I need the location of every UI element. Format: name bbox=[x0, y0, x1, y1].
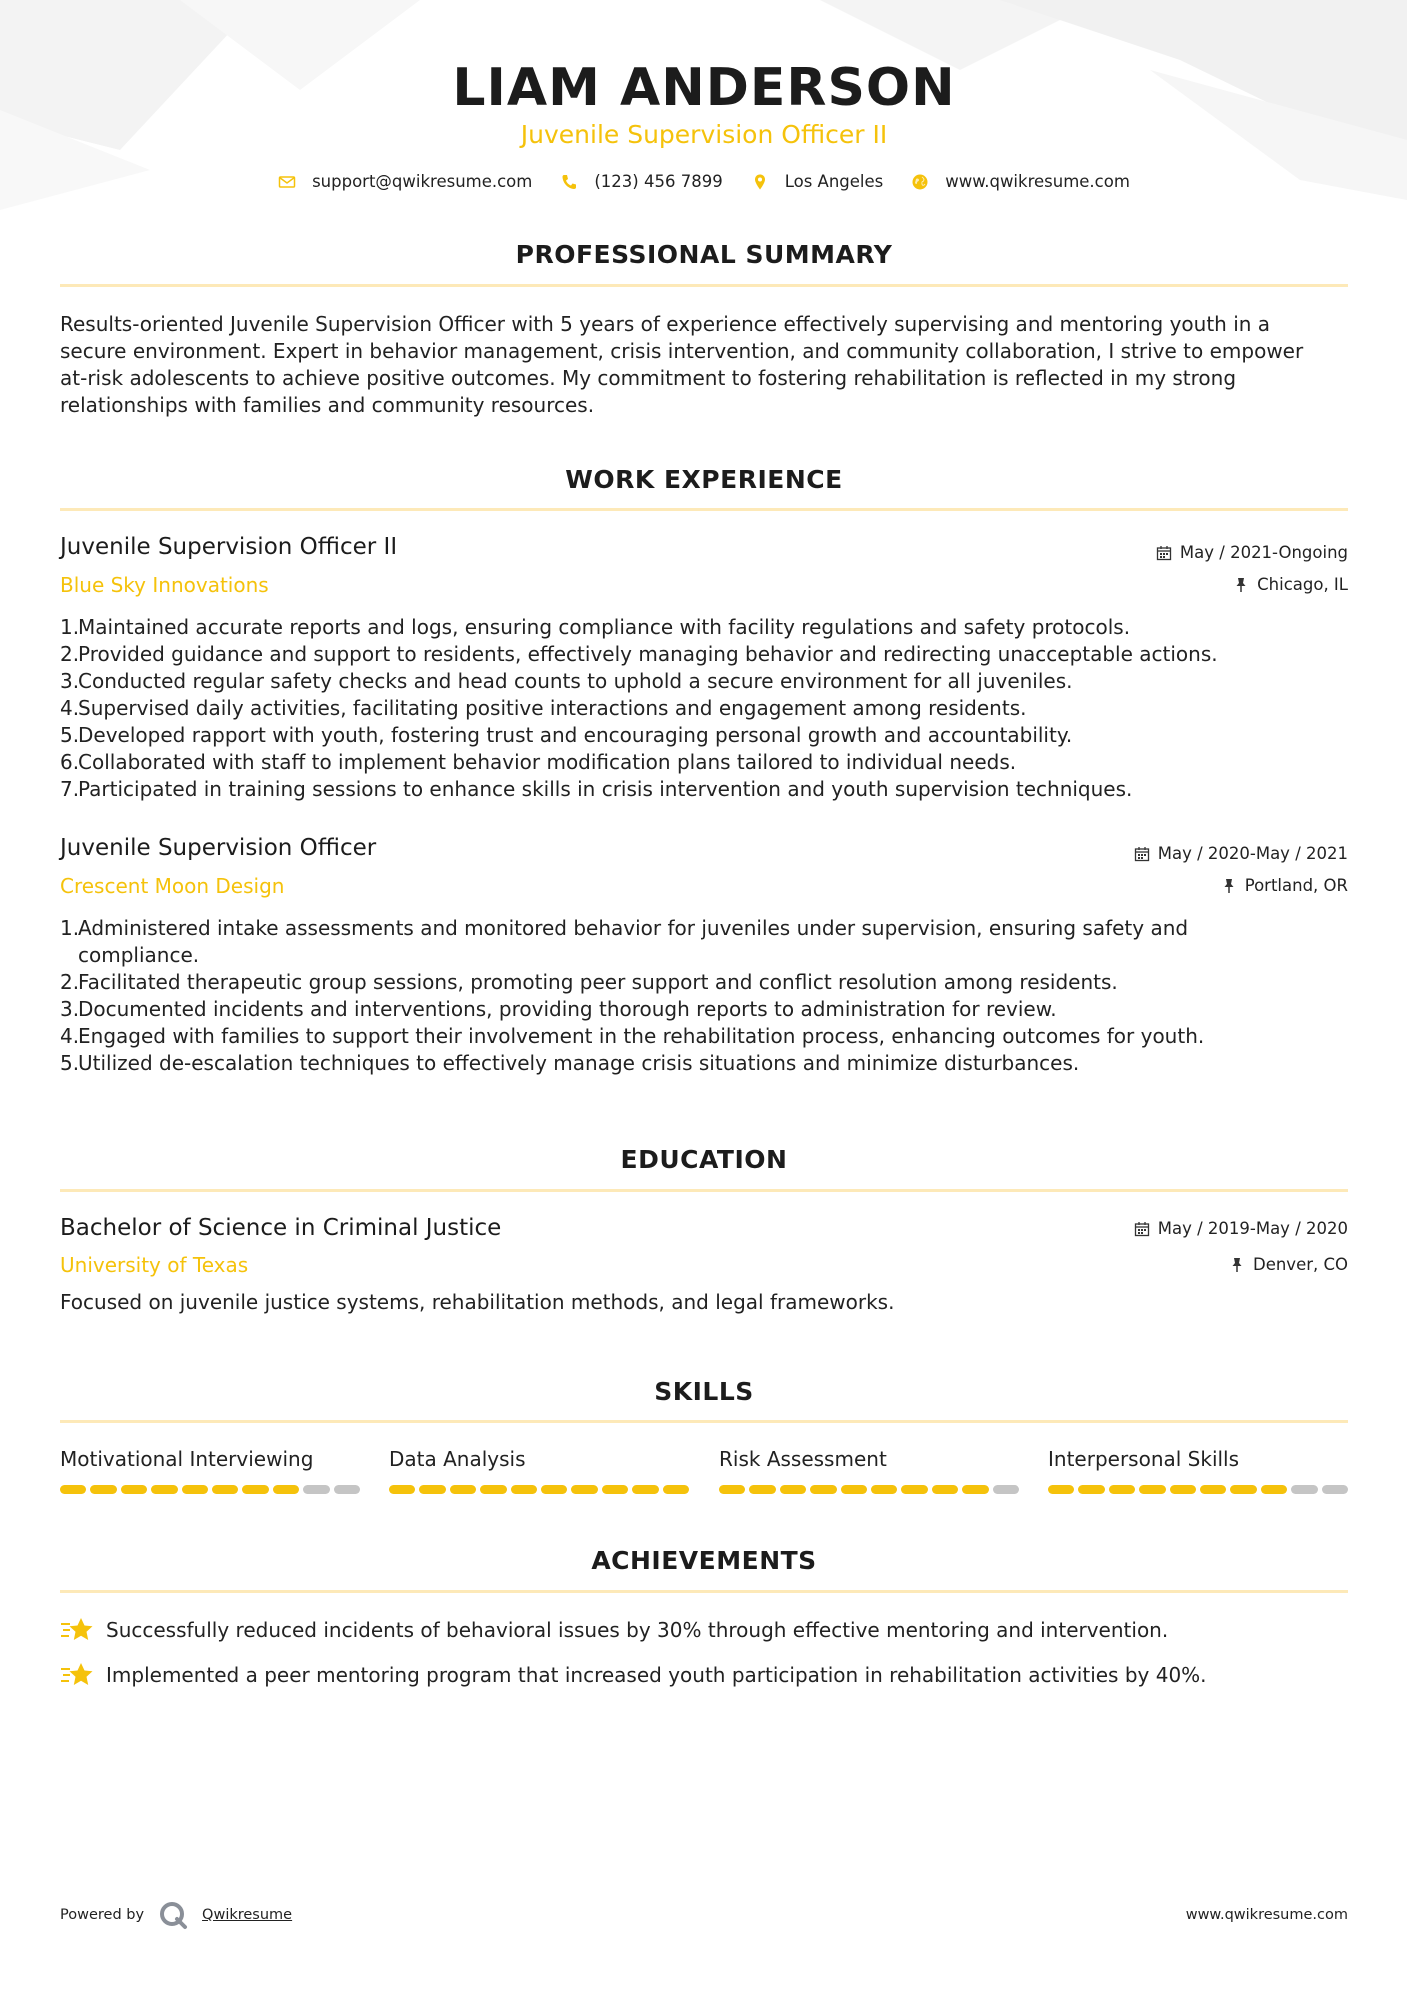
education-divider bbox=[60, 1189, 1348, 1192]
skill-item bbox=[719, 1447, 1019, 1494]
skill-item bbox=[60, 1447, 360, 1494]
list-item: 3. Conducted regular safety checks and head counts to uphold a secure environment for all juveniles. bbox=[60, 669, 1073, 693]
skill-level-segment bbox=[1109, 1485, 1135, 1494]
skill-level-segment bbox=[932, 1485, 958, 1494]
skill-level-segment bbox=[303, 1485, 329, 1494]
job-date-text: May / 2020-May / 2021 bbox=[1157, 844, 1348, 863]
star-icon bbox=[60, 1615, 94, 1645]
job-title: Juvenile Supervision Officer bbox=[60, 835, 377, 861]
skill-item bbox=[1048, 1447, 1348, 1494]
summary-line: at-risk adolescents to achieve positive outcomes. My commitment to fostering rehabilitation is reflected in my strong bbox=[60, 366, 1237, 390]
calendar-icon bbox=[1134, 846, 1150, 862]
skill-level-segment bbox=[632, 1485, 658, 1494]
skill-level-segment bbox=[1170, 1485, 1196, 1494]
skill-level-segment bbox=[1230, 1485, 1256, 1494]
summary-line: secure environment. Expert in behavior management, crisis intervention, and community collaboration, I strive to empower bbox=[60, 339, 1304, 363]
degree-title: Bachelor of Science in Criminal Justice bbox=[60, 1215, 502, 1241]
skill-level-segment bbox=[450, 1485, 476, 1494]
skill-level-segment bbox=[749, 1485, 775, 1494]
achievements-divider bbox=[60, 1590, 1348, 1593]
phone-icon bbox=[560, 173, 578, 191]
contact-website[interactable] bbox=[911, 172, 1130, 191]
list-item: 1. Maintained accurate reports and logs, ensuring compliance with facility regulations and safety protocols. bbox=[60, 615, 1131, 639]
skill-level-segment bbox=[1139, 1485, 1165, 1494]
pushpin-icon bbox=[1229, 1257, 1245, 1273]
company-name: Crescent Moon Design bbox=[60, 874, 285, 898]
experience-divider bbox=[60, 508, 1348, 511]
contact-email[interactable] bbox=[278, 172, 532, 191]
list-item: 4. Supervised daily activities, facilitating positive interactions and engagement among residents. bbox=[60, 696, 1027, 720]
contact-phone-text: (123) 456 7899 bbox=[594, 172, 723, 191]
achievement-item bbox=[60, 1660, 1207, 1690]
contact-email-text: support@qwikresume.com bbox=[312, 172, 533, 191]
skill-level-segment bbox=[962, 1485, 988, 1494]
candidate-title: Juvenile Supervision Officer II bbox=[520, 120, 888, 149]
skill-level-segment bbox=[1322, 1485, 1348, 1494]
skill-name: Interpersonal Skills bbox=[1048, 1447, 1240, 1471]
qwikresume-logo-icon bbox=[158, 1900, 188, 1930]
job-title: Juvenile Supervision Officer II bbox=[60, 534, 398, 560]
skills-heading: SKILLS bbox=[654, 1377, 754, 1406]
achievement-text: Implemented a peer mentoring program that increased youth participation in rehabilitation activities by 40%. bbox=[106, 1663, 1207, 1687]
company-name: Blue Sky Innovations bbox=[60, 573, 269, 597]
education-heading: EDUCATION bbox=[620, 1145, 788, 1174]
job-bullets bbox=[60, 915, 1310, 1077]
skill-level-segment bbox=[511, 1485, 537, 1494]
skill-level-bar bbox=[389, 1485, 689, 1494]
list-item: 4. Engaged with families to support their involvement in the rehabilitation process, enhancing outcomes for youth. bbox=[60, 1024, 1205, 1048]
footer-powered-by bbox=[60, 1900, 292, 1930]
skill-level-segment bbox=[60, 1485, 86, 1494]
globe-icon bbox=[911, 173, 929, 191]
summary-divider bbox=[60, 284, 1348, 287]
skill-level-segment bbox=[419, 1485, 445, 1494]
list-item: 5. Developed rapport with youth, fostering trust and encouraging personal growth and accountability. bbox=[60, 723, 1073, 747]
star-icon bbox=[60, 1660, 94, 1690]
skill-level-segment bbox=[480, 1485, 506, 1494]
education-description: Focused on juvenile justice systems, rehabilitation methods, and legal frameworks. bbox=[60, 1290, 895, 1314]
skill-level-segment bbox=[121, 1485, 147, 1494]
skill-name: Data Analysis bbox=[389, 1447, 526, 1471]
skill-level-segment bbox=[1291, 1485, 1317, 1494]
contact-bar bbox=[60, 172, 1348, 191]
skill-level-segment bbox=[334, 1485, 360, 1494]
education-date bbox=[1134, 1219, 1348, 1238]
skill-level-segment bbox=[602, 1485, 628, 1494]
skill-level-bar bbox=[60, 1485, 360, 1494]
calendar-icon bbox=[1156, 545, 1172, 561]
skill-level-segment bbox=[389, 1485, 415, 1494]
calendar-icon bbox=[1134, 1221, 1150, 1237]
skill-level-segment bbox=[871, 1485, 897, 1494]
experience-heading: WORK EXPERIENCE bbox=[565, 465, 843, 494]
skill-level-segment bbox=[780, 1485, 806, 1494]
resume-page bbox=[60, 0, 1348, 1990]
brand-link[interactable]: Qwikresume bbox=[202, 1907, 293, 1923]
skill-name: Motivational Interviewing bbox=[60, 1447, 314, 1471]
skill-level-segment bbox=[1261, 1485, 1287, 1494]
job-bullets bbox=[60, 614, 1310, 803]
job-location-text: Portland, OR bbox=[1244, 876, 1348, 895]
skill-level-segment bbox=[541, 1485, 567, 1494]
candidate-name: LIAM ANDERSON bbox=[452, 58, 956, 118]
skill-level-segment bbox=[901, 1485, 927, 1494]
skill-level-segment bbox=[663, 1485, 689, 1494]
map-pin-icon bbox=[751, 173, 769, 191]
skill-level-segment bbox=[273, 1485, 299, 1494]
skill-level-segment bbox=[182, 1485, 208, 1494]
skill-level-segment bbox=[242, 1485, 268, 1494]
skill-name: Risk Assessment bbox=[719, 1447, 887, 1471]
contact-location-text: Los Angeles bbox=[784, 172, 884, 191]
pushpin-icon bbox=[1233, 577, 1249, 593]
skill-level-segment bbox=[90, 1485, 116, 1494]
job-location bbox=[1221, 876, 1348, 895]
summary-line: relationships with families and community resources. bbox=[60, 393, 595, 417]
list-item: 7. Participated in training sessions to enhance skills in crisis intervention and youth supervision techniques. bbox=[60, 777, 1133, 801]
skill-level-segment bbox=[212, 1485, 238, 1494]
skill-level-segment bbox=[151, 1485, 177, 1494]
school-name: University of Texas bbox=[60, 1253, 249, 1277]
achievement-text: Successfully reduced incidents of behavioral issues by 30% through effective mentoring and intervention. bbox=[106, 1618, 1169, 1642]
job-date bbox=[1156, 543, 1348, 562]
skill-level-segment bbox=[719, 1485, 745, 1494]
contact-website-text: www.qwikresume.com bbox=[945, 172, 1130, 191]
skill-level-segment bbox=[1048, 1485, 1074, 1494]
list-item: 6. Collaborated with staff to implement behavior modification plans tailored to individual needs. bbox=[60, 750, 1017, 774]
skill-level-segment bbox=[993, 1485, 1019, 1494]
skill-level-bar bbox=[1048, 1485, 1348, 1494]
list-item: 2. Facilitated therapeutic group sessions, promoting peer support and conflict resolution among residents. bbox=[60, 970, 1118, 994]
job-date bbox=[1134, 844, 1348, 863]
contact-location bbox=[751, 172, 884, 191]
summary-line: Results-oriented Juvenile Supervision Officer with 5 years of experience effectively supervising and mentoring youth in a bbox=[60, 312, 1271, 336]
list-item: 5. Utilized de-escalation techniques to effectively manage crisis situations and minimize disturbances. bbox=[60, 1051, 1080, 1075]
skill-level-bar bbox=[719, 1485, 1019, 1494]
skills-divider bbox=[60, 1420, 1348, 1423]
achievements-heading: ACHIEVEMENTS bbox=[591, 1546, 817, 1575]
pushpin-icon bbox=[1221, 878, 1237, 894]
powered-by-label: Powered by bbox=[60, 1907, 145, 1923]
skill-level-segment bbox=[1200, 1485, 1226, 1494]
skill-level-segment bbox=[571, 1485, 597, 1494]
envelope-icon bbox=[278, 173, 296, 191]
list-item: 2. Provided guidance and support to residents, effectively managing behavior and redirecting unacceptable actions. bbox=[60, 642, 1218, 666]
job-location-text: Chicago, IL bbox=[1257, 575, 1348, 594]
education-date-text: May / 2019-May / 2020 bbox=[1157, 1219, 1348, 1238]
list-item: 3. Documented incidents and interventions, providing thorough reports to administration for review. bbox=[60, 997, 1057, 1021]
job-date-text: May / 2021-Ongoing bbox=[1179, 543, 1348, 562]
list-item: 1. Administered intake assessments and monitored behavior for juveniles under supervision, ensuring safety and compliance. bbox=[60, 916, 1189, 967]
skill-item bbox=[389, 1447, 689, 1494]
skill-level-segment bbox=[841, 1485, 867, 1494]
job-location bbox=[1233, 575, 1348, 594]
summary-text bbox=[60, 311, 1348, 419]
education-location bbox=[1229, 1255, 1348, 1274]
skill-level-segment bbox=[1078, 1485, 1104, 1494]
contact-phone[interactable] bbox=[560, 172, 722, 191]
education-location-text: Denver, CO bbox=[1252, 1255, 1348, 1274]
achievement-item bbox=[60, 1615, 1168, 1645]
skill-level-segment bbox=[810, 1485, 836, 1494]
summary-heading: PROFESSIONAL SUMMARY bbox=[515, 240, 893, 269]
footer-website[interactable]: www.qwikresume.com bbox=[1185, 1907, 1348, 1923]
